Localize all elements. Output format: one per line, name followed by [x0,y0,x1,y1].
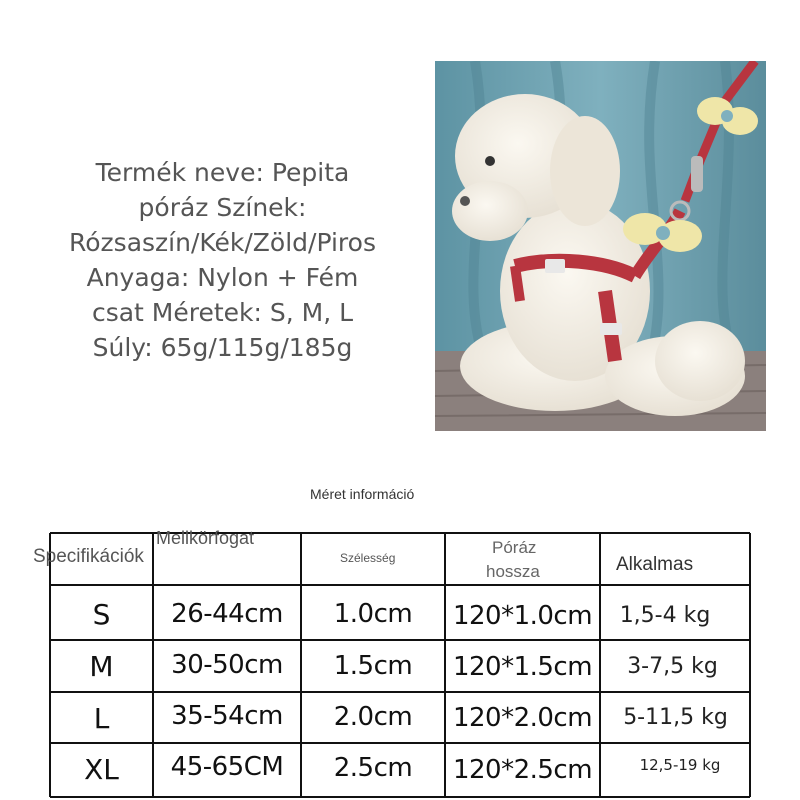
header-suitable: Alkalmas [616,554,694,575]
header-leash-top: Póráz [492,538,537,557]
cell-weight: 3-7,5 kg [627,654,718,679]
header-width: Szélesség [340,551,396,565]
cell-chest: 30-50cm [171,650,283,680]
cell-leash: 120*1.0cm [452,601,593,631]
cell-weight: 5-11,5 kg [623,705,728,730]
description-line: csat Méretek: S, M, L [91,298,354,327]
cell-chest: 26-44cm [171,599,283,629]
header-spec: Specifikációk [33,546,144,567]
product-description [20,155,425,365]
cell-width: 1.0cm [333,599,413,629]
description-line: Rózsaszín/Kék/Zöld/Piros [69,228,376,257]
header-chest: Mellkörfogat [156,528,255,548]
cell-width: 1.5cm [333,651,413,681]
product-photo [435,61,766,431]
cell-size: M [89,650,114,683]
cell-size: XL [84,753,119,786]
description-line: Termék neve: Pepita [95,158,350,187]
cell-size: S [92,598,111,631]
cell-chest: 45-65CM [170,752,284,782]
header-leash-bottom: hossza [486,562,540,581]
description-line: Súly: 65g/115g/185g [92,333,353,362]
description-line: Anyaga: Nylon + Fém [86,263,359,292]
cell-leash: 120*2.5cm [452,755,593,785]
cell-leash: 120*2.0cm [452,703,593,733]
cell-weight: 1,5-4 kg [619,603,711,628]
cell-size: L [93,702,110,735]
cell-width: 2.5cm [333,753,413,783]
size-table-title: Méret információ [310,486,415,502]
cell-chest: 35-54cm [171,701,283,731]
cell-leash: 120*1.5cm [452,652,593,682]
description-line: póráz Színek: [138,193,307,222]
cell-width: 2.0cm [333,702,413,732]
cell-weight: 12,5-19 kg [639,756,721,774]
